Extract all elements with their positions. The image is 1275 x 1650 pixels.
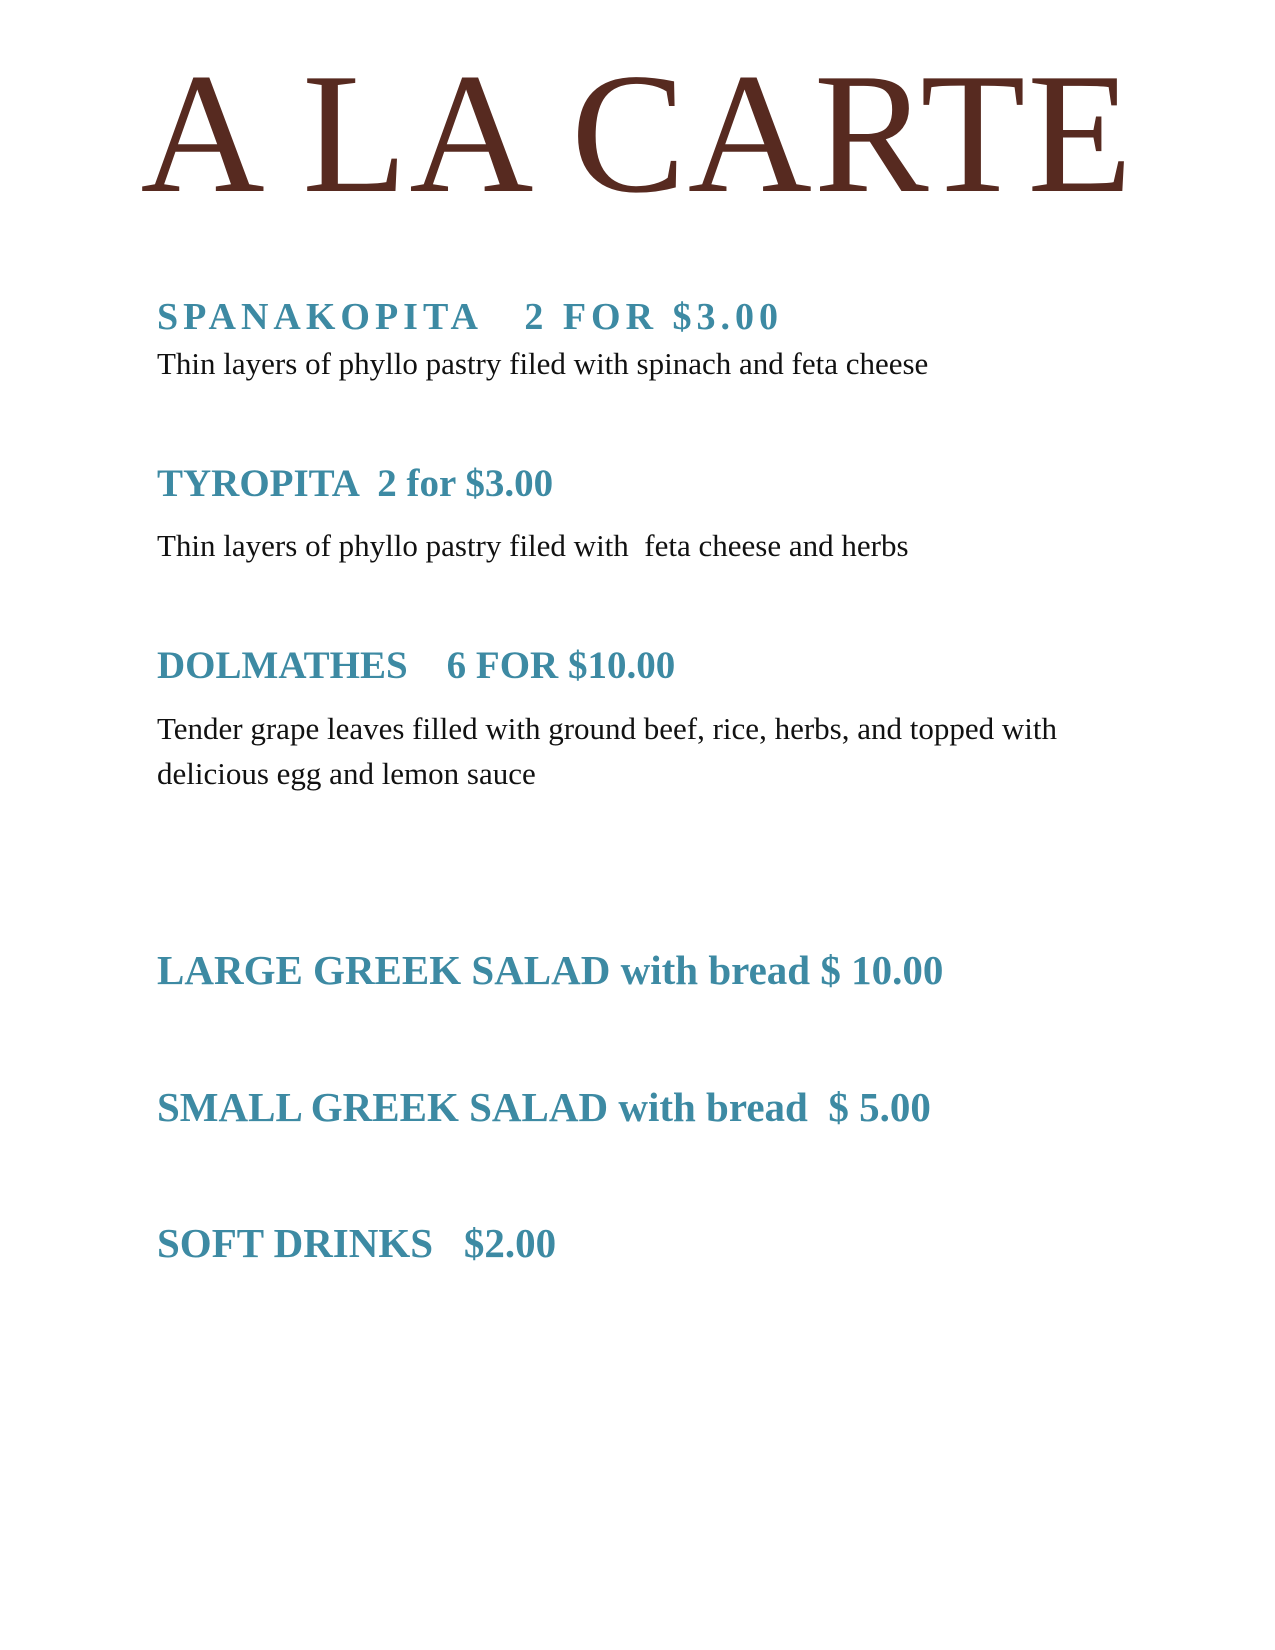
menu-item-title-large-greek-salad: LARGE GREEK SALAD with bread $ 10.00 <box>157 947 944 993</box>
menu-item-title-small-greek-salad: SMALL GREEK SALAD with bread $ 5.00 <box>157 1084 931 1130</box>
menu-item-title-soft-drinks: SOFT DRINKS $2.00 <box>157 1220 557 1266</box>
menu-item-description-spanakopita: Thin layers of phyllo pastry filed with spinach and feta cheese <box>157 346 929 381</box>
menu-item-description-dolmathes: Tender grape leaves filled with ground beef, rice, herbs, and topped with delicious egg and lemon sauce <box>157 711 1065 791</box>
menu-item-title-tyropita: TYROPITA 2 for $3.00 <box>157 462 554 505</box>
page-title: A LA CARTE <box>140 39 1135 229</box>
menu-item-title-dolmathes: DOLMATHES 6 FOR $10.00 <box>157 644 676 687</box>
menu-item-description-tyropita: Thin layers of phyllo pastry filed with feta cheese and herbs <box>157 528 909 563</box>
menu-item-title-spanakopita: SPANAKOPITA 2 FOR $3.00 <box>157 296 784 338</box>
